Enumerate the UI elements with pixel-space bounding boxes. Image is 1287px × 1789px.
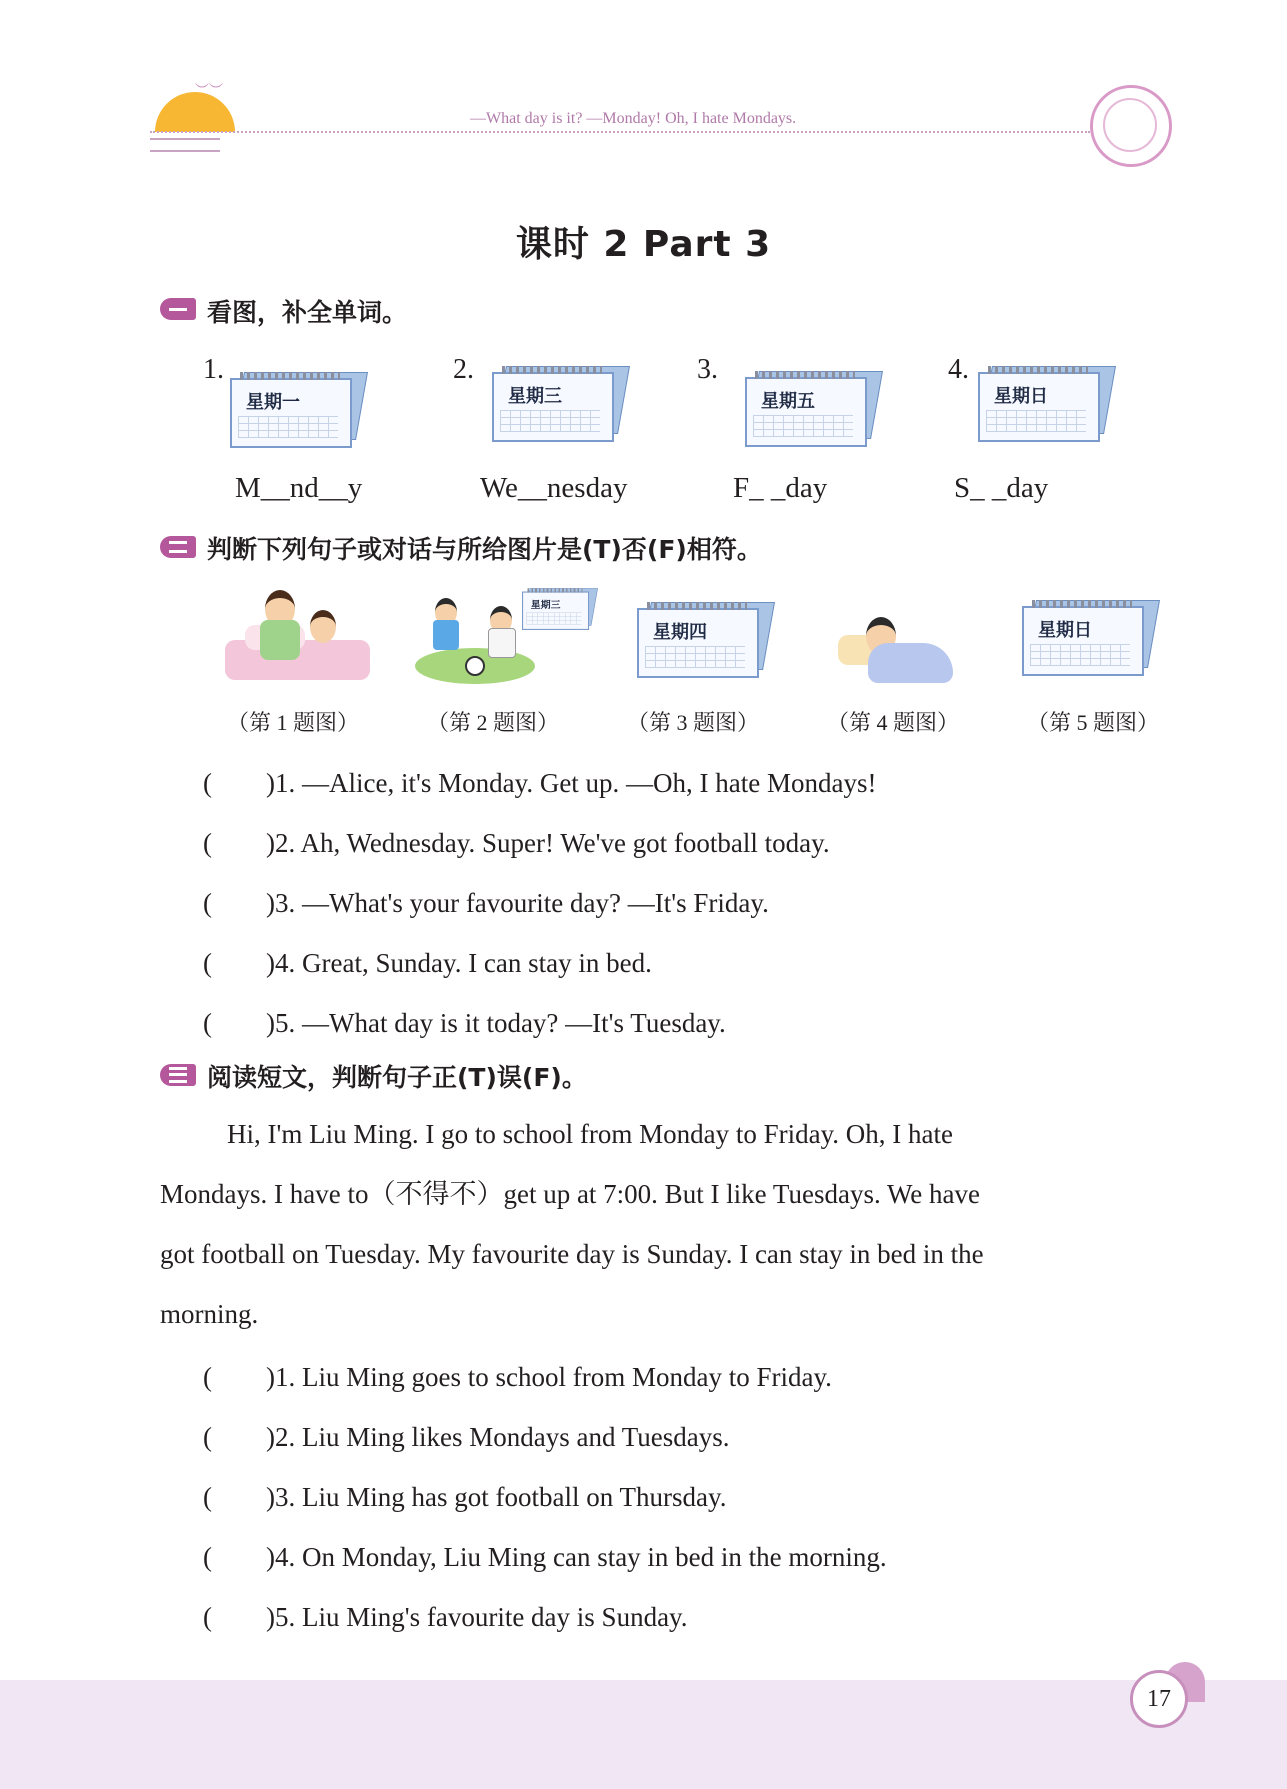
header-dotted-line (150, 131, 1090, 133)
section-3-question-1: ( )1. Liu Ming goes to school from Monday to Friday. (203, 1362, 832, 1392)
calendar-picture-2-icon: 星期三 (522, 586, 599, 630)
section-2-question-2: ( )2. Ah, Wednesday. Super! We've got football today. (203, 828, 830, 858)
footer-band (0, 1680, 1287, 1789)
section-2-question-4: ( )4. Great, Sunday. I can stay in bed. (203, 948, 652, 978)
section-1-badge (160, 298, 196, 320)
picture-3-caption: （第 3 题图） (627, 710, 760, 735)
section-2-question-1: ( )1. —Alice, it's Monday. Get up. —Oh, I hate Mondays! (203, 768, 877, 798)
item-2-number: 2. (453, 354, 474, 385)
page-number: 17 (1130, 1670, 1188, 1728)
sleeping-boy-icon (838, 605, 958, 685)
item-1-number: 1. (203, 354, 224, 385)
passage-line-2: Mondays. I have to（不得不）get up at 7:00. But I like Tuesdays. We have (160, 1179, 980, 1209)
lesson-title: 课时 2 Part 3 (515, 224, 772, 265)
section-3-question-2: ( )2. Liu Ming likes Mondays and Tuesdays. (203, 1422, 730, 1452)
picture-2-caption: （第 2 题图） (427, 710, 560, 735)
section-2-question-3: ( )3. —What's your favourite day? —It's Friday. (203, 888, 769, 918)
item-4-number: 4. (948, 354, 969, 385)
calendar-3-icon: 星期五 (745, 367, 885, 447)
section-2-question-5: ( )5. —What day is it today? —It's Tuesday. (203, 1008, 726, 1038)
girl-bed-icon (225, 585, 370, 685)
section-3-question-5: ( )5. Liu Ming's favourite day is Sunday. (203, 1602, 688, 1632)
calendar-1-icon: 星期一 (230, 368, 370, 448)
logo-seal-icon (1090, 85, 1172, 167)
sun-lines (150, 138, 220, 152)
section-2-title: 判断下列句子或对话与所给图片是(T)否(F)相符。 (207, 535, 762, 564)
picture-5-caption: （第 5 题图） (1027, 710, 1160, 735)
item-2-word: We__nesday (480, 472, 628, 504)
section-3-question-3: ( )3. Liu Ming has got football on Thursday. (203, 1482, 727, 1512)
item-3-word: F_ _day (733, 472, 828, 504)
passage-line-4: morning. (160, 1299, 259, 1329)
item-1-word: M__nd__y (235, 472, 363, 504)
calendar-picture-3-icon: 星期四 (637, 598, 777, 678)
header-text: —What day is it? —Monday! Oh, I hate Mondays. (470, 110, 797, 127)
section-2-badge (160, 536, 196, 558)
item-3-number: 3. (697, 354, 718, 385)
calendar-2-icon: 星期三 (492, 362, 632, 442)
bird-icon: ︶︶ (195, 84, 223, 99)
picture-1-caption: （第 1 题图） (227, 710, 360, 735)
calendar-picture-5-icon: 星期日 (1022, 596, 1162, 676)
passage-line-1: Hi, I'm Liu Ming. I go to school from Monday to Friday. Oh, I hate (227, 1119, 954, 1149)
section-3-title: 阅读短文，判断句子正(T)误(F)。 (207, 1063, 587, 1092)
calendar-4-icon: 星期日 (978, 362, 1118, 442)
item-4-word: S_ _day (954, 472, 1049, 504)
section-3-question-4: ( )4. On Monday, Liu Ming can stay in bed in the morning. (203, 1542, 887, 1572)
section-3-badge (160, 1064, 196, 1086)
picture-4-caption: （第 4 题图） (827, 710, 960, 735)
passage-line-3: got football on Tuesday. My favourite day is Sunday. I can stay in bed in the (160, 1239, 984, 1269)
section-1-title: 看图，补全单词。 (207, 298, 408, 327)
reading-passage (160, 1104, 1157, 1344)
